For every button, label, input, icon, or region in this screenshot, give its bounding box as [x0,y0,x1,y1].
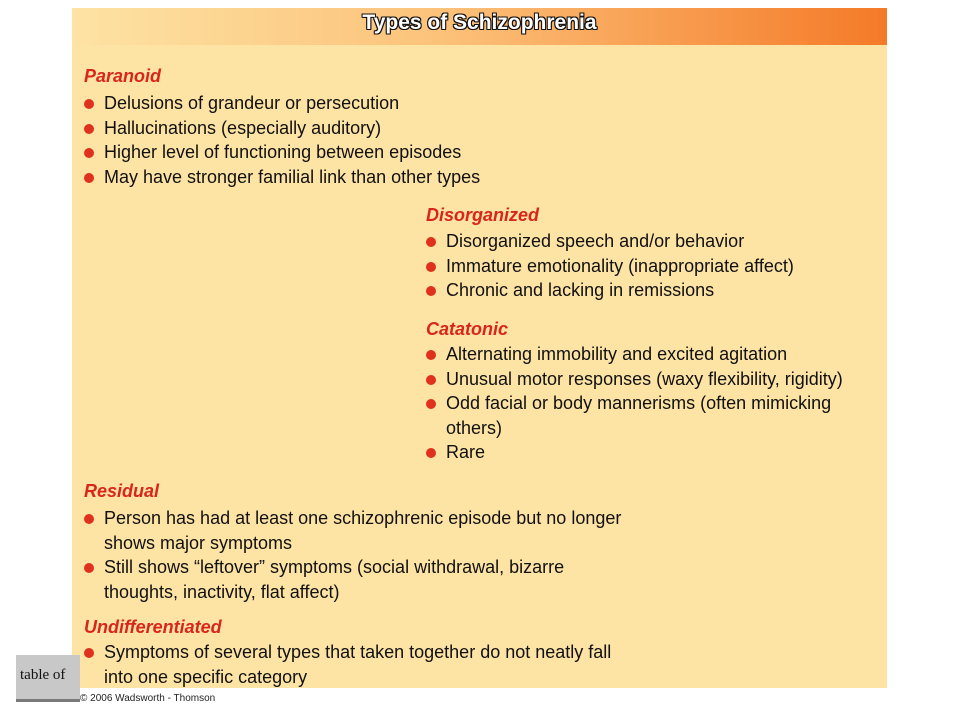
schizophrenia-table [72,8,887,688]
bullet-icon [84,124,94,134]
bullet-icon [426,399,436,409]
list-undifferentiated [84,640,624,689]
table-of-contents-tab[interactable] [16,655,80,702]
list-residual [84,506,624,604]
tab-label: table of [20,667,66,683]
bullet-icon [84,173,94,183]
bullet-icon [426,237,436,247]
bullet-icon [84,148,94,158]
list-item: Delusions of grandeur or persecution [84,91,544,116]
list-catatonic [426,342,881,465]
list-item: Disorganized speech and/or behavior [426,229,881,254]
bullet-icon [426,350,436,360]
section-heading-catatonic: Catatonic [426,319,509,339]
copyright-notice: © 2006 Wadsworth - Thomson [80,693,216,704]
section-heading-residual: Residual [84,481,160,501]
list-disorganized [426,229,881,303]
list-item: Still shows “leftover” symptoms (social withdrawal, bizarre thoughts, inactivity, flat affect) [84,555,624,604]
section-heading-disorganized: Disorganized [426,205,540,225]
bullet-icon [426,448,436,458]
bullet-icon [426,262,436,272]
section-heading-undifferentiated: Undifferentiated [84,617,222,637]
list-item: Rare [426,440,881,465]
list-item: Chronic and lacking in remissions [426,278,881,303]
list-item: Hallucinations (especially auditory) [84,116,544,141]
list-item: Odd facial or body mannerisms (often mimicking others) [426,391,881,440]
bullet-icon [84,99,94,109]
list-item: May have stronger familial link than other types [84,165,544,190]
list-item: Symptoms of several types that taken together do not neatly fall into one specific category [84,640,624,689]
list-item: Higher level of functioning between episodes [84,140,544,165]
bullet-icon [426,375,436,385]
list-item: Alternating immobility and excited agitation [426,342,881,367]
list-item: Unusual motor responses (waxy flexibility, rigidity) [426,367,881,392]
bullet-icon [84,563,94,573]
bullet-icon [84,514,94,524]
list-paranoid [84,91,544,189]
list-item: Person has had at least one schizophrenic episode but no longer shows major symptoms [84,506,624,555]
section-heading-paranoid: Paranoid [84,66,162,86]
bullet-icon [426,286,436,296]
list-item: Immature emotionality (inappropriate affect) [426,254,881,279]
table-title: Types of Schizophrenia [362,11,597,34]
bullet-icon [84,648,94,658]
